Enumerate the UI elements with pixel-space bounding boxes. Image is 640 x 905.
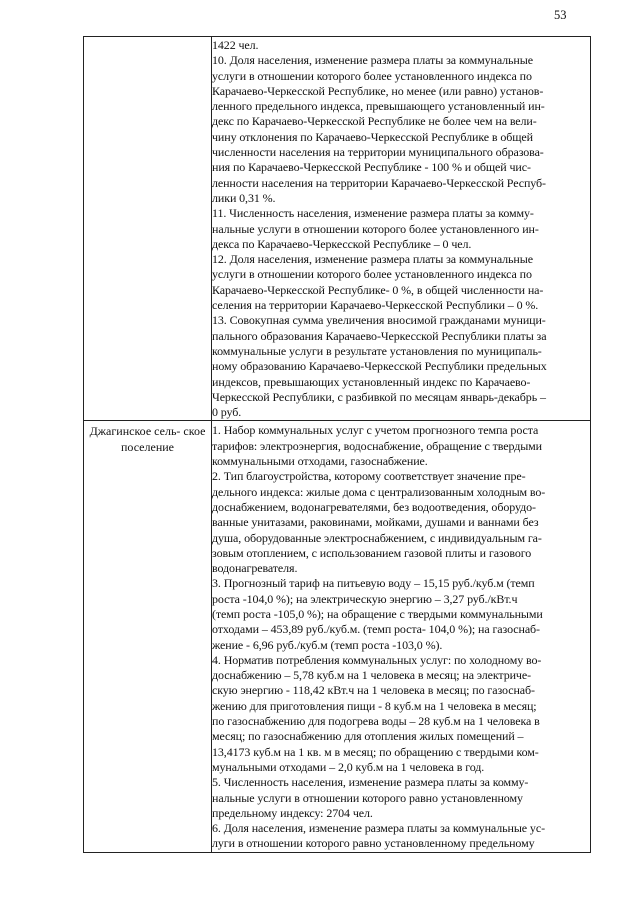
settlements-table (83, 36, 591, 853)
settlement-name (84, 37, 211, 40)
indicators-text: 1. Набор коммунальных услуг с учетом прогнозного темпа роста тарифов: электроэнергия, водоснабжение, обращение с твердыми коммунальными отходами, газоснабжение. 2. Тип благоустройства, которому соответствует значение пре- дельного индекса: жилые дома с централизованным холодным во- доснабжением, водонагревателями, без водоотведения, оборудо- ванные унитазами, раковинами, мойками, душами и ваннами без душа, оборудованные электроснабжением, с индивидуальным га- зовым отоплением, с использованием газовой плиты и газового водонагревателя. 3. Прогнозный тариф на питьевую воду – 15,15 руб./куб.м (темп роста -104,0 %); на электрическую энергию – 3,27 руб./кВт.ч (темп роста -105,0 %); на обращение с твердыми коммунальными отходами – 453,89 руб./куб.м. (темп роста- 104,0 %); на газоснаб- жение - 6,96 руб./куб.м (темп роста -103,0 %). 4. Норматив потребления коммунальных услуг: по холодному во- доснабжению – 5,78 куб.м на 1 человека в месяц; на электриче- скую энергию - 118,42 кВт.ч на 1 человека в месяц; по газоснаб- жению для приготовления пищи - 8 куб.м на 1 человека в месяц; по газоснабжению для подогрева воды – 28 куб.м на 1 человека в месяц; по газоснабжению для отопления жилых помещений – 13,4173 куб.м на 1 кв. м в месяц; по обращению с твердыми ком- мунальными отходами – 2,0 куб.м на 1 человека в год. 5. Численность населения, изменение размера платы за комму- нальные услуги в отношении которого равно установленному предельному индексу: 2704 чел. 6. Доля населения, изменение размера платы за коммунальные ус- луги в отношении которого равно установленному предельному (212, 423, 546, 851)
page-number: 53 (554, 8, 567, 22)
table-row (84, 421, 591, 852)
indicators-cell (212, 37, 591, 421)
indicators-text: 1422 чел. 10. Доля населения, изменение размера платы за коммунальные услуги в отношении которого более установленного индекса по Карачаево-Черкесской Республике, но менее (или равно) установ- ленного предельного индекса, превышающего установленный ин- декс по Карачаево-Черкесской Республике не более чем на вели- чину отклонения по Карачаево-Черкесской Республике в общей численности населения на территории муниципального образова- ния по Карачаево-Черкесской Республике - 100 % и общей чис- ленности населения на территории Карачаево-Черкесской Респуб- лики 0,31 %. 11. Численность населения, изменение размера платы за комму- нальные услуги в отношении которого более установленного ин- декса по Карачаево-Черкесской Республике – 0 чел. 12. Доля населения, изменение размера платы за коммунальные услуги в отношении которого более установленного индекса по Карачаево-Черкесской Республике- 0 %, в общей численности на- селения на территории Карачаево-Черкесской Республики – 0 %. 13. Совокупная сумма увеличения вносимой гражданами муници- пального образования Карачаево-Черкесской Республики платы за коммунальные услуги в результате установления по муниципаль- ному образованию Карачаево-Черкесской Республики предельных индексов, превышающих установленный индекс по Карачаево- Черкесской Республики, с разбивкой по месяцам январь-декабрь – 0 руб. (212, 38, 547, 420)
indicators-cell (212, 421, 591, 852)
table-row (84, 37, 591, 421)
settlement-name: Джагинское сель- ское поселение (89, 424, 206, 454)
settlement-cell (84, 421, 212, 852)
settlement-cell (84, 37, 212, 421)
